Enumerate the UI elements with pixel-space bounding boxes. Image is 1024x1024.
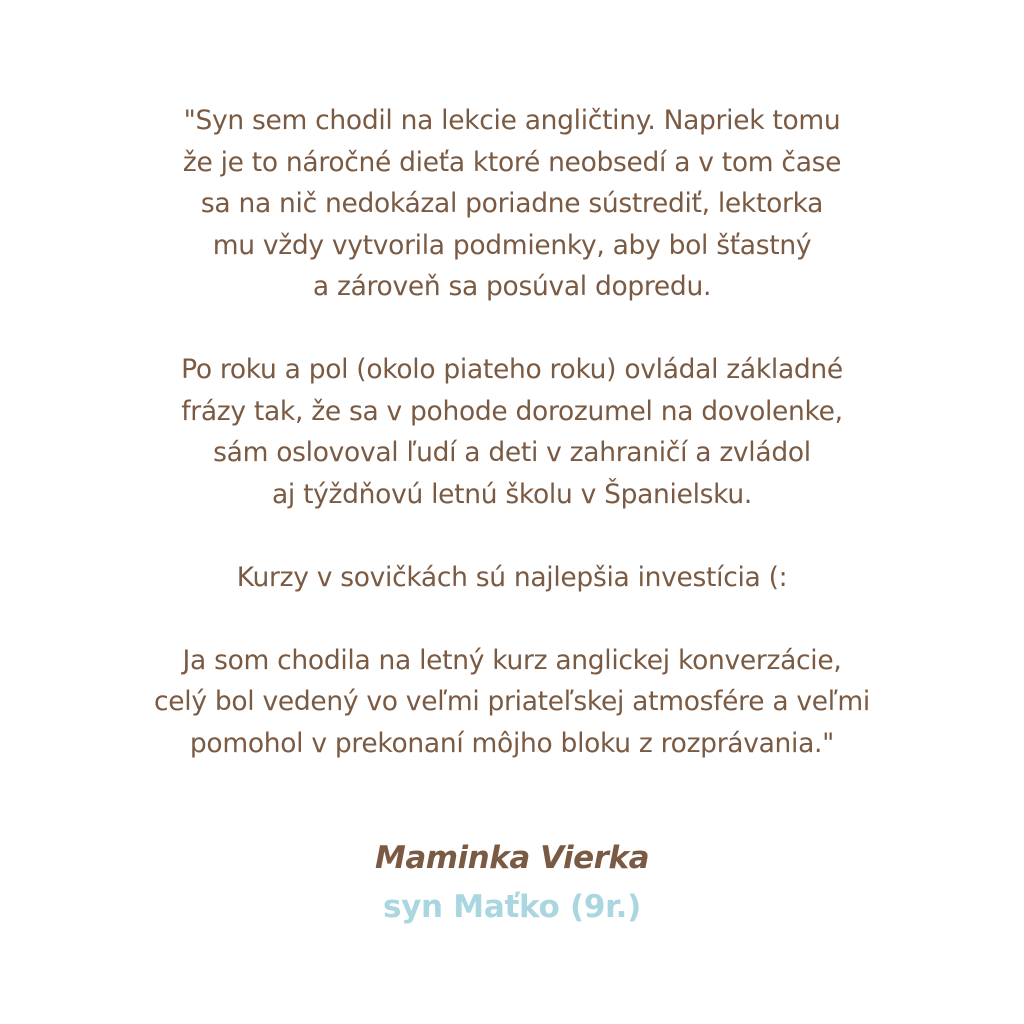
- testimonial-quote: [0, 100, 1024, 764]
- quote-line: Ja som chodila na letný kurz anglickej konverzácie,: [182, 644, 842, 676]
- quote-line: a zároveň sa posúval dopredu.: [312, 271, 712, 302]
- quote-line: pomohol v prekonaní môjho bloku z rozprávania.": [189, 727, 835, 759]
- quote-paragraph-1: [0, 100, 1024, 308]
- quote-line: frázy tak, že sa v pohode dorozumel na dovolenke,: [181, 395, 843, 427]
- child-name: syn Maťko (9r.): [382, 889, 642, 925]
- quote-line: sa na nič nedokázal poriadne sústrediť, lektorka: [200, 188, 824, 219]
- quote-line: Kurzy v sovičkách sú najlepšia investícia (:: [236, 561, 788, 593]
- quote-line: že je to náročné dieťa ktoré neobsedí a v tom čase: [182, 146, 842, 178]
- quote-line: sám oslovoval ľudí a deti v zahraničí a zvládol: [213, 437, 811, 468]
- quote-line: aj týždňovú letnú školu v Španielsku.: [271, 478, 753, 510]
- quote-line: mu vždy vytvorila podmienky, aby bol šťastný: [212, 229, 812, 261]
- quote-line: Po roku a pol (okolo piateho roku) ovládal základné: [181, 354, 843, 385]
- quote-paragraph-4: [0, 640, 1024, 765]
- quote-line: celý bol vedený vo veľmi priateľskej atmosfére a veľmi: [154, 686, 870, 717]
- quote-paragraph-2: [0, 349, 1024, 515]
- quote-line: "Syn sem chodil na lekcie angličtiny. Napriek tomu: [183, 105, 841, 136]
- author-name: Maminka Vierka: [374, 840, 649, 876]
- quote-paragraph-3: [0, 557, 1024, 599]
